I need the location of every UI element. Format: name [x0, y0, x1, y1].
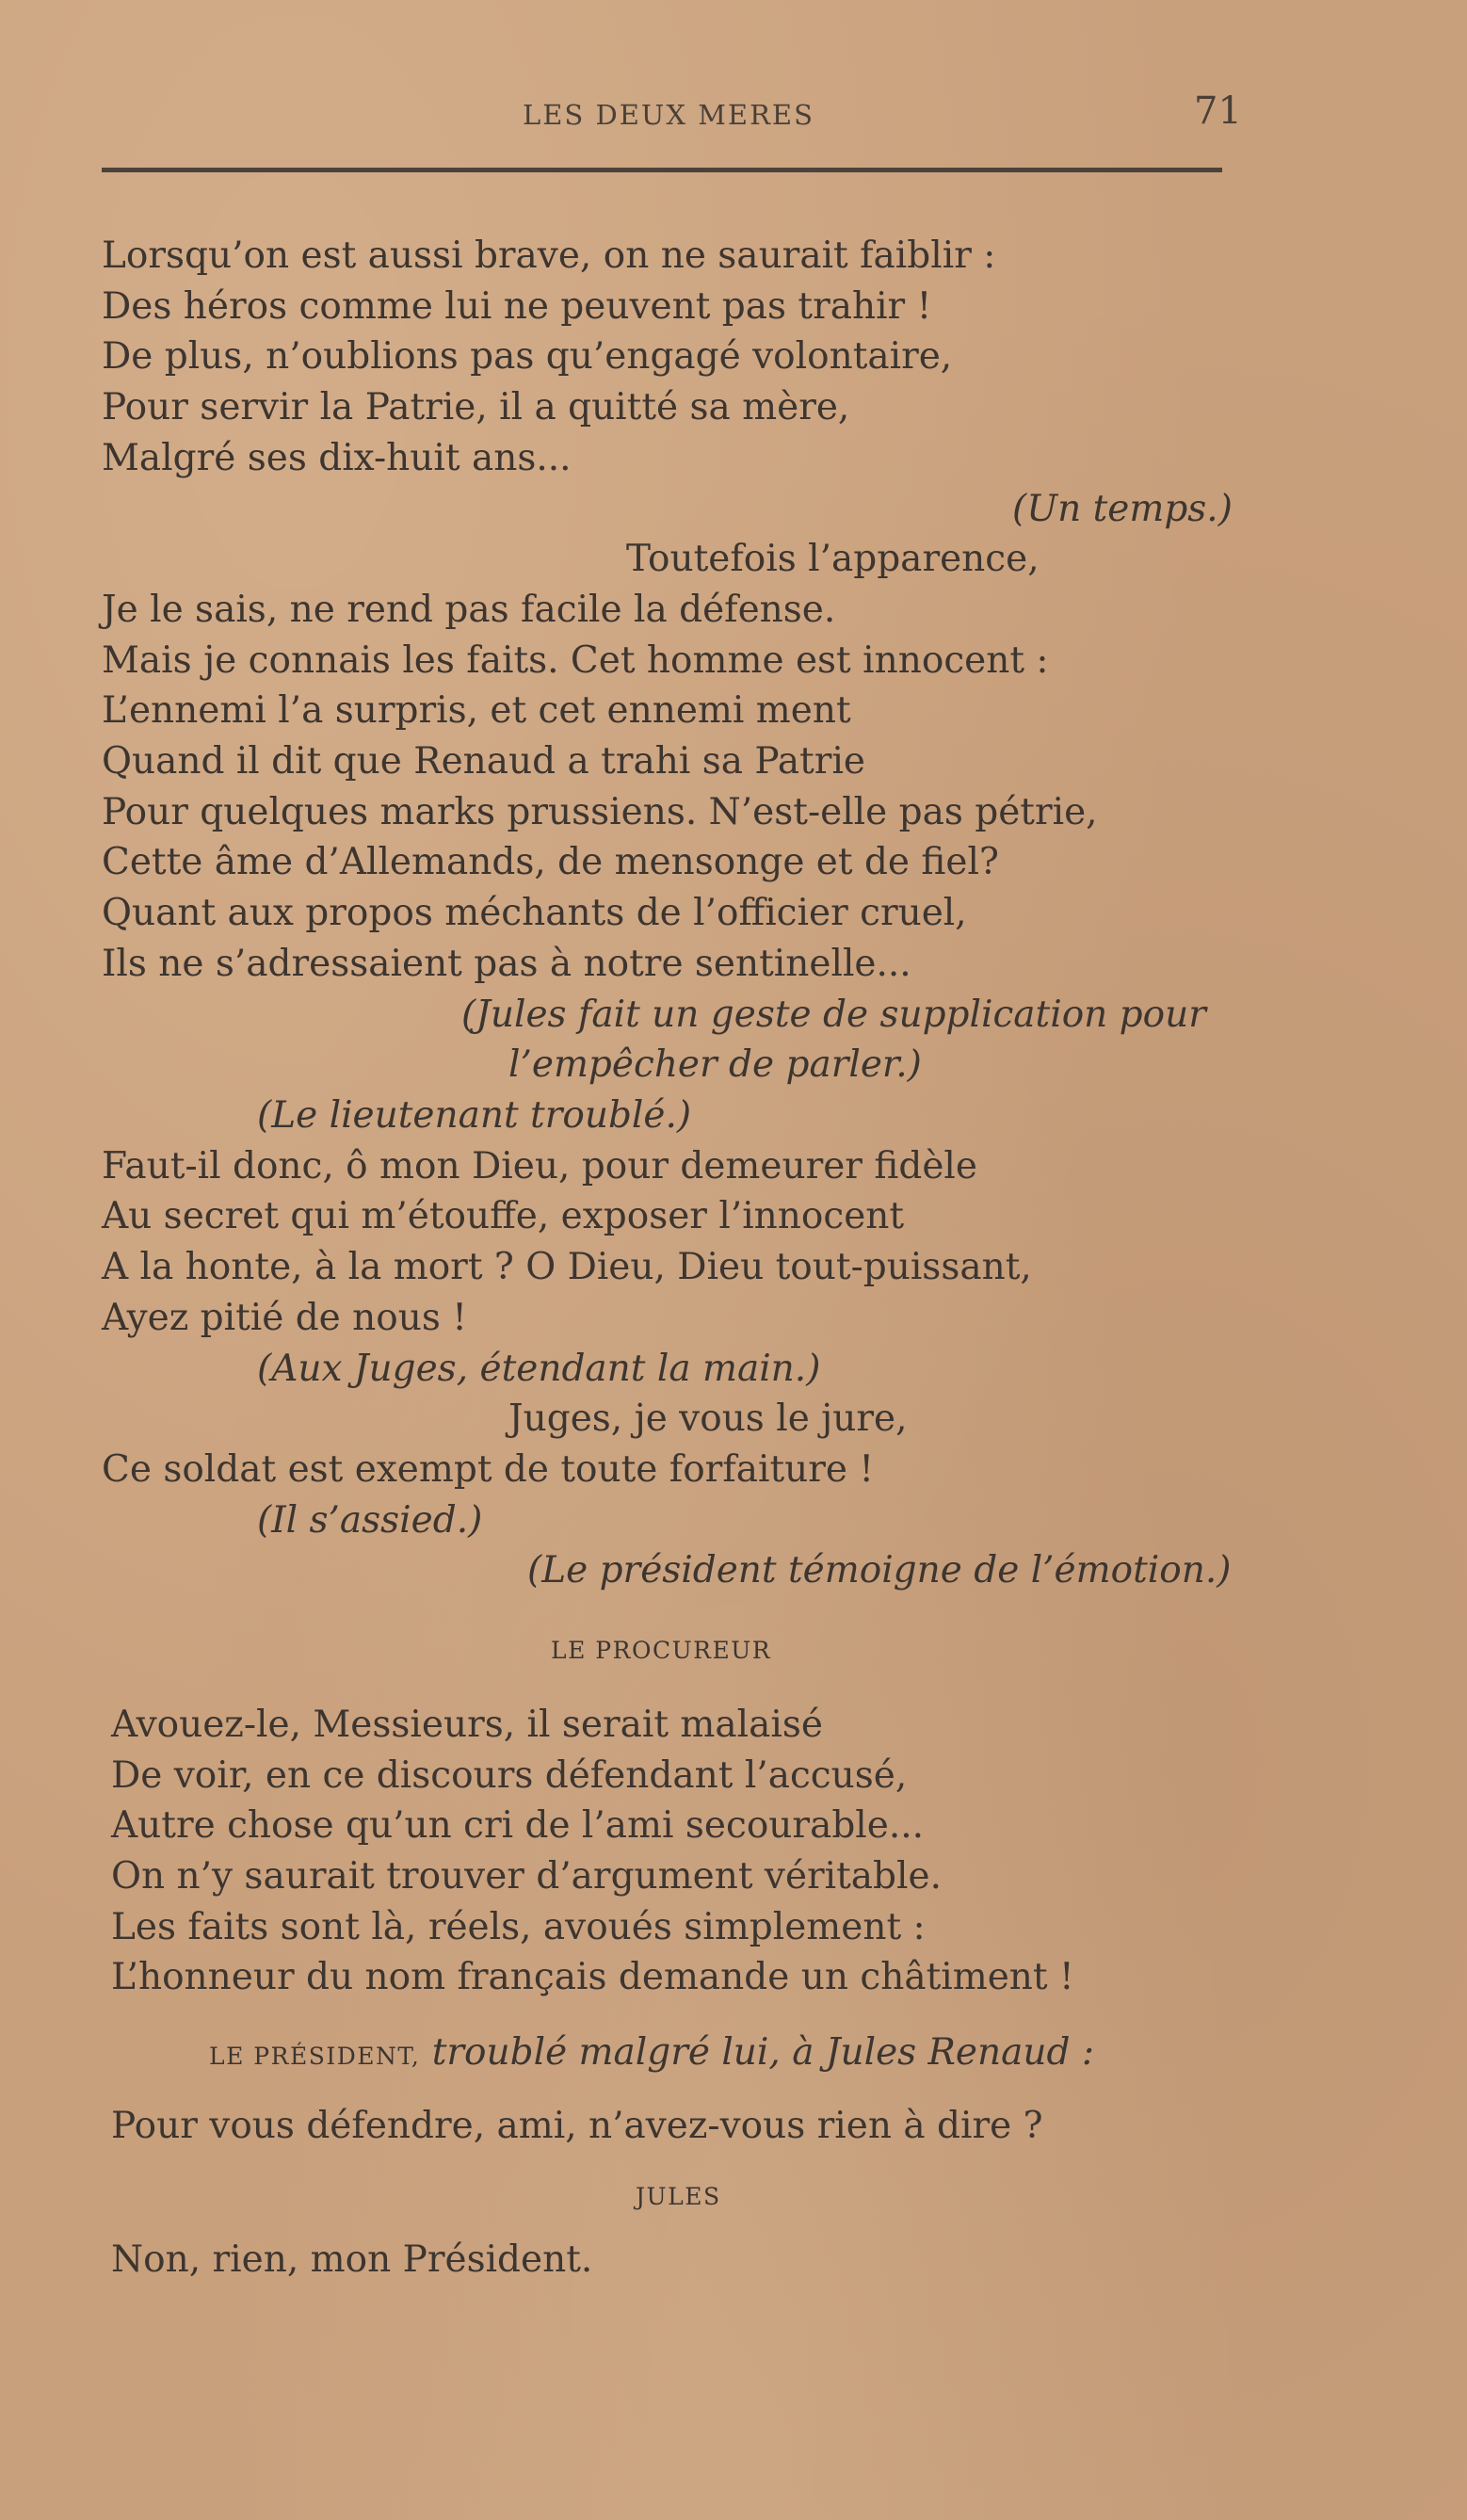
speaker-name: LE PRÉSIDENT,: [209, 2043, 421, 2070]
verse-line: Quand il dit que Renaud a trahi sa Patrie: [102, 740, 866, 783]
verse-line: Ayez pitié de nous !: [102, 1297, 467, 1339]
verse-line: Je le sais, ne rend pas facile la défense.: [102, 589, 836, 631]
verse-line: Ce soldat est exempt de toute forfaiture !: [102, 1448, 875, 1491]
verse-line: De plus, n’oublions pas qu’engagé volontaire,: [102, 335, 953, 378]
verse-line: Au secret qui m’étouffe, exposer l’innocent: [102, 1195, 905, 1237]
verse-line: Cette âme d’Allemands, de mensonge et de fiel?: [102, 841, 999, 883]
running-head: LES DEUX MERES: [523, 99, 814, 131]
verse-line: Les faits sont là, réels, avoués simplement :: [111, 1906, 926, 1948]
verse-line: Pour vous défendre, ami, n’avez-vous rien à dire ?: [111, 2105, 1043, 2147]
stage-direction: (Il s’assied.): [257, 1499, 483, 1542]
verse-line: Faut-il donc, ô mon Dieu, pour demeurer fidèle: [102, 1145, 977, 1187]
verse-line: Avouez-le, Messieurs, il serait malaisé: [111, 1704, 823, 1746]
verse-line: On n’y saurait trouver d’argument véritable.: [111, 1855, 942, 1898]
stage-direction: l’empêcher de parler.): [508, 1043, 922, 1086]
speaker-name: JULES: [636, 2183, 721, 2210]
verse-line: Quant aux propos méchants de l’officier cruel,: [102, 892, 967, 934]
verse-line: Toutefois l’apparence,: [626, 538, 1040, 580]
verse-line: Juges, je vous le jure,: [508, 1397, 908, 1440]
stage-direction: (Jules fait un geste de supplication pour: [461, 993, 1206, 1036]
verse-line: Ils ne s’adressaient pas à notre sentinelle...: [102, 943, 911, 985]
verse-line: Pour quelques marks prussiens. N’est-elle pas pétrie,: [102, 791, 1098, 833]
stage-direction: (Un temps.): [1012, 488, 1233, 530]
stage-direction: troublé malgré lui, à Jules Renaud :: [431, 2031, 1094, 2074]
speaker-line: [209, 2031, 1094, 2074]
verse-line: Autre chose qu’un cri de l’ami secourable...: [111, 1804, 925, 1847]
verse-line: A la honte, à la mort ? O Dieu, Dieu tout-puissant,: [102, 1246, 1032, 1288]
verse-line: Mais je connais les faits. Cet homme est innocent :: [102, 639, 1049, 682]
verse-line: Des héros comme lui ne peuvent pas trahir !: [102, 285, 932, 328]
page-number: 71: [1194, 89, 1242, 133]
verse-line: Malgré ses dix-huit ans...: [102, 437, 572, 479]
verse-line: L’ennemi l’a surpris, et cet ennemi ment: [102, 689, 851, 732]
speaker-name: LE PROCUREUR: [551, 1637, 772, 1664]
stage-direction: (Le lieutenant troublé.): [257, 1094, 692, 1137]
verse-line: L’honneur du nom français demande un châtiment !: [111, 1956, 1074, 1998]
stage-direction: (Aux Juges, étendant la main.): [257, 1348, 821, 1390]
verse-line: Lorsqu’on est aussi brave, on ne saurait faiblir :: [102, 234, 996, 277]
header-rule: [102, 168, 1222, 172]
verse-line: De voir, en ce discours défendant l’accusé,: [111, 1754, 908, 1797]
verse-line: Pour servir la Patrie, il a quitté sa mère,: [102, 386, 850, 428]
stage-direction: (Le président témoigne de l’émotion.): [527, 1549, 1232, 1591]
verse-line: Non, rien, mon Président.: [111, 2238, 593, 2281]
